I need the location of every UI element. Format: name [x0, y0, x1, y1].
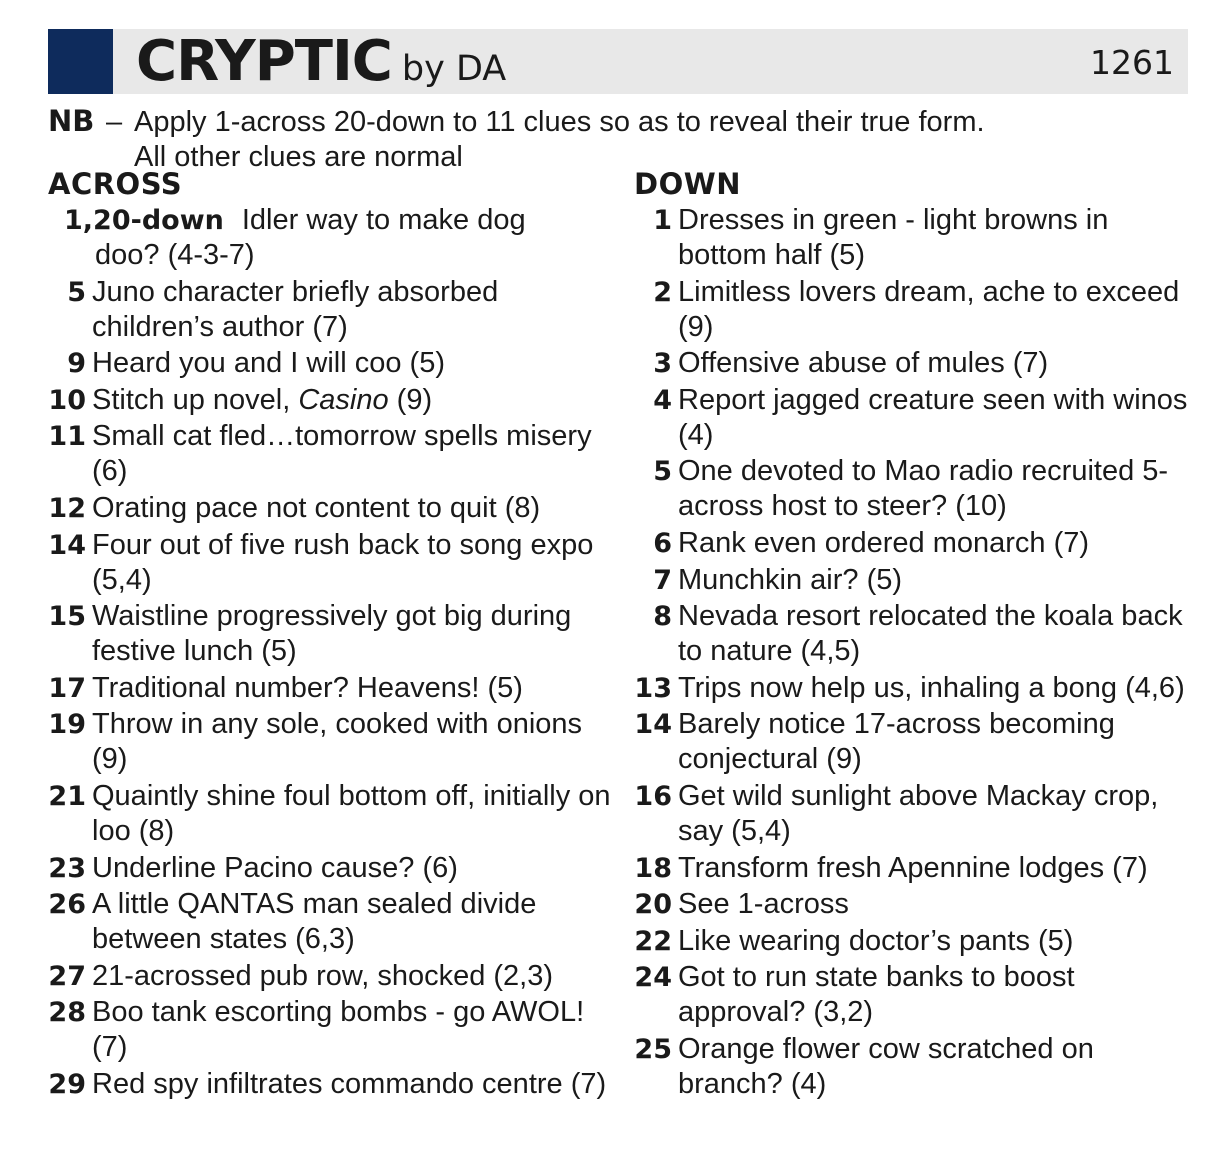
clue-text-italic: Casino: [298, 383, 389, 416]
clue-number: 2: [653, 276, 672, 308]
clue-number: 15: [48, 601, 86, 633]
clue-text: [92, 383, 613, 418]
clue-number: 3: [653, 348, 672, 380]
across-heading: ACROSS: [48, 167, 183, 201]
across-clue-12: [48, 491, 613, 526]
clue-text: Red spy infiltrates commando centre (7): [92, 1067, 607, 1100]
clue-text: Like wearing doctor’s pants (5): [678, 924, 1074, 957]
setter-note: [48, 104, 1198, 175]
title-byline: by DA: [401, 49, 507, 89]
clue-text: Report jagged creature seen with winos (4): [678, 383, 1188, 451]
down-clue-5: [634, 454, 1194, 524]
down-clue-list: [634, 203, 1194, 1102]
across-clue-9: [48, 346, 613, 381]
clue-number: 29: [48, 1068, 86, 1100]
clue-number: 26: [48, 889, 86, 921]
clue-text: Offensive abuse of mules (7): [678, 347, 1049, 380]
across-clue-15: [48, 599, 613, 669]
clue-text: A little QANTAS man sealed divide between states (6,3): [92, 888, 537, 956]
clue-number: 18: [634, 852, 672, 884]
clue-text-part: Stitch up novel,: [92, 383, 299, 416]
down-clue-3: [634, 346, 1194, 381]
clue-text: Transform fresh Apennine lodges (7): [678, 851, 1148, 884]
puzzle-number: 1261: [1090, 43, 1174, 82]
clue-text: Munchkin air? (5): [678, 563, 903, 596]
across-clue-29: [48, 1067, 613, 1102]
clue-number: 5: [653, 456, 672, 488]
clue-number: 19: [48, 709, 86, 741]
clue-number: 1: [653, 205, 672, 236]
down-clue-22: [634, 924, 1194, 959]
clue-text: Got to run state banks to boost approval? (3,2): [678, 961, 1075, 1029]
down-clue-7: [634, 563, 1194, 598]
clue-number: 22: [634, 925, 672, 957]
note-text-2: All other clues are normal: [134, 141, 463, 173]
across-clue-26: [48, 887, 613, 957]
down-clue-13: [634, 671, 1194, 706]
clue-text: Juno character briefly absorbed children’s author (7): [92, 275, 499, 343]
clue-text: Orating pace not content to quit (8): [92, 491, 541, 524]
across-column: [48, 166, 613, 1104]
note-line-1: [48, 104, 1198, 140]
clue-number: 5: [67, 276, 86, 308]
down-clue-24: [634, 960, 1194, 1030]
clue-number: 12: [48, 492, 86, 524]
clue-number: 8: [653, 601, 672, 633]
note-dash: –: [106, 106, 123, 138]
clue-number: 1,20-down: [64, 205, 224, 236]
across-clue-1-20: [48, 203, 613, 273]
across-clue-14: [48, 528, 613, 598]
note-label: NB: [48, 104, 95, 138]
clue-number: 17: [48, 672, 86, 704]
across-clue-17: [48, 671, 613, 706]
down-clue-20: [634, 887, 1194, 922]
clue-text: See 1-across: [678, 888, 849, 921]
clue-number: 20: [634, 889, 672, 921]
clue-number: 11: [48, 421, 86, 453]
down-column: [634, 166, 1194, 1104]
across-clue-27: [48, 959, 613, 994]
down-clue-6: [634, 526, 1194, 561]
clue-number: 4: [653, 384, 672, 416]
down-clue-18: [634, 851, 1194, 886]
clue-number: 13: [634, 672, 672, 704]
clue-text: Four out of five rush back to song expo (5,4): [92, 528, 594, 596]
clue-number: 9: [67, 348, 86, 380]
clue-number: 14: [48, 529, 86, 561]
clue-text: Quaintly shine foul bottom off, initially on loo (8): [92, 779, 611, 847]
clue-text: Heard you and I will coo (5): [92, 347, 445, 380]
clue-text: Trips now help us, inhaling a bong (4,6): [678, 671, 1185, 704]
clue-text: Rank even ordered monarch (7): [678, 526, 1090, 559]
across-clue-10: [48, 383, 613, 418]
clue-text: 21-acrossed pub row, shocked (2,3): [92, 959, 554, 992]
title-main: CRYPTIC: [136, 29, 392, 94]
puzzle-header: [48, 29, 1188, 94]
down-clue-4: [634, 383, 1194, 453]
clue-number: 24: [634, 962, 672, 994]
clue-number: 27: [48, 960, 86, 992]
across-clue-28: [48, 995, 613, 1065]
clue-text-part: (9): [388, 383, 433, 416]
clue-number: 28: [48, 997, 86, 1029]
across-clue-11: [48, 419, 613, 489]
down-heading: DOWN: [634, 167, 741, 201]
clue-number: 6: [653, 527, 672, 559]
clue-number: 23: [48, 852, 86, 884]
across-clue-19: [48, 707, 613, 777]
clue-text: Idler way to make dog: [241, 204, 526, 236]
clue-number: 21: [48, 780, 86, 812]
clue-text: Throw in any sole, cooked with onions (9): [92, 708, 583, 776]
clue-text: Waistline progressively got big during festive lunch (5): [92, 600, 572, 668]
clue-text: Boo tank escorting bombs - go AWOL! (7): [92, 996, 585, 1064]
clue-text: Underline Pacino cause? (6): [92, 851, 458, 884]
down-clue-2: [634, 275, 1194, 345]
down-clue-1: [634, 203, 1194, 273]
across-clue-21: [48, 779, 613, 849]
down-clue-14: [634, 707, 1194, 777]
across-clue-23: [48, 851, 613, 886]
down-clue-25: [634, 1032, 1194, 1102]
across-clue-5: [48, 275, 613, 345]
down-clue-8: [634, 599, 1194, 669]
clue-text: Limitless lovers dream, ache to exceed (9): [678, 275, 1180, 343]
clue-text-continued: doo? (4-3-7): [95, 239, 255, 271]
clue-number: 10: [48, 384, 86, 416]
clue-text: One devoted to Mao radio recruited 5-across host to steer? (10): [678, 455, 1169, 523]
clue-number: 16: [634, 780, 672, 812]
note-text-1: Apply 1-across 20-down to 11 clues so as to reveal their true form.: [134, 106, 985, 138]
clue-text: Nevada resort relocated the koala back to nature (4,5): [678, 600, 1183, 668]
clue-text: Dresses in green - light browns in bottom half (5): [678, 204, 1109, 271]
clue-text: Small cat fled…tomorrow spells misery (6): [92, 420, 592, 488]
clue-text: Barely notice 17-across becoming conjectural (9): [678, 708, 1115, 776]
across-clue-list: [48, 275, 613, 1102]
brand-block: [48, 29, 113, 94]
clue-number: 7: [653, 564, 672, 596]
clue-text: Orange flower cow scratched on branch? (4): [678, 1032, 1094, 1100]
clue-text: Get wild sunlight above Mackay crop, say (5,4): [678, 779, 1159, 847]
puzzle-title: [136, 29, 506, 94]
clue-number: 14: [634, 709, 672, 741]
clue-text: Traditional number? Heavens! (5): [92, 671, 523, 704]
down-clue-16: [634, 779, 1194, 849]
clue-number: 25: [634, 1033, 672, 1065]
